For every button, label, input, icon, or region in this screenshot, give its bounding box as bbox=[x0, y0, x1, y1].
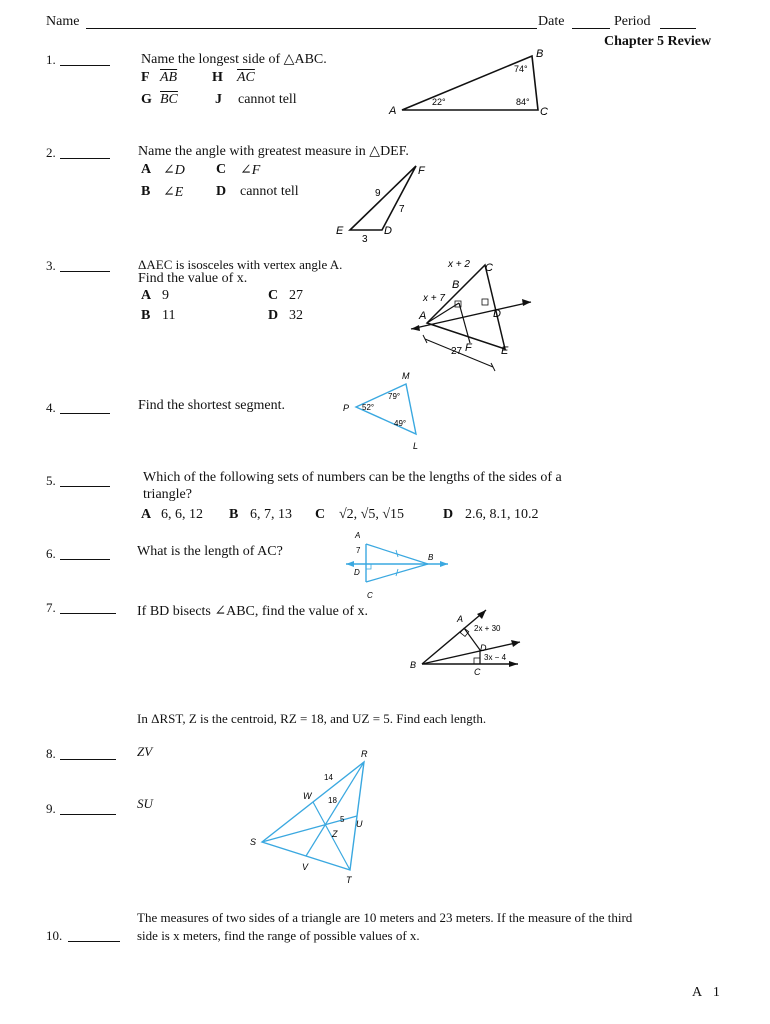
vertex-label: C bbox=[367, 591, 373, 600]
question-number: 4. bbox=[46, 400, 56, 415]
option-letter: A bbox=[141, 162, 152, 177]
option-g[interactable]: $\overline{BC}$ bbox=[160, 92, 178, 107]
angle-label: 84° bbox=[516, 97, 530, 107]
side-label: x + 7 bbox=[423, 293, 445, 304]
option-letter: H bbox=[212, 70, 223, 85]
date-field[interactable] bbox=[572, 28, 610, 29]
triangle-mpl-figure bbox=[338, 368, 428, 454]
answer-blank[interactable] bbox=[60, 759, 116, 760]
answer-blank[interactable] bbox=[60, 559, 110, 560]
chapter-title: Chapter 5 Review bbox=[604, 34, 712, 49]
vertex-label: S bbox=[250, 837, 257, 847]
option-d[interactable]: 32 bbox=[289, 308, 303, 323]
option-c[interactable]: 27 bbox=[289, 288, 303, 303]
question-number: 1. bbox=[46, 52, 56, 67]
option-h[interactable]: $\overline{AC}$ bbox=[237, 70, 255, 85]
answer-blank[interactable] bbox=[60, 413, 110, 414]
question-prompt: The measures of two sides of a triangle are 10 meters and 23 meters. If the measure of the third bbox=[137, 910, 633, 925]
angle-label: 74° bbox=[514, 64, 528, 74]
option-f[interactable]: $\overline{AB}$ bbox=[160, 70, 178, 85]
side-label: 27 bbox=[451, 346, 463, 357]
question-prompt: triangle? bbox=[143, 487, 192, 502]
option-letter: B bbox=[141, 308, 151, 323]
question-prompt: ΔAEC is isosceles with vertex angle A. bbox=[138, 257, 343, 272]
answer-blank[interactable] bbox=[68, 941, 120, 942]
option-letter: A bbox=[141, 288, 152, 303]
angle-label: 22° bbox=[432, 97, 446, 107]
vertex-label: U bbox=[356, 819, 363, 829]
option-letter: A bbox=[141, 507, 152, 522]
question-number: 2. bbox=[46, 145, 56, 160]
question-number: 5. bbox=[46, 473, 56, 488]
question-prompt: Which of the following sets of numbers can be the lengths of the sides of a bbox=[143, 470, 562, 485]
angle-label: 52° bbox=[362, 403, 375, 412]
vertex-label: W bbox=[303, 791, 312, 801]
vertex-label: C bbox=[474, 667, 481, 677]
vertex-label: B bbox=[536, 48, 544, 60]
side-label: x + 2 bbox=[448, 259, 470, 270]
period-field[interactable] bbox=[660, 28, 696, 29]
side-label: 3 bbox=[362, 234, 368, 245]
vertex-label: A bbox=[355, 531, 361, 540]
option-letter: D bbox=[216, 184, 227, 199]
question-prompt: Find the value of x. bbox=[138, 271, 248, 286]
answer-blank[interactable] bbox=[60, 271, 110, 272]
triangle-def-figure bbox=[330, 158, 440, 248]
vertex-label: A bbox=[457, 614, 464, 624]
vertex-label: D bbox=[480, 643, 487, 653]
perpendicular-bisector-figure bbox=[340, 526, 460, 602]
option-b[interactable]: ∠E bbox=[163, 185, 184, 200]
vertex-label: B bbox=[428, 553, 434, 562]
angle-label: 79° bbox=[388, 392, 401, 401]
vertex-label: A bbox=[389, 105, 397, 117]
option-a[interactable]: 6, 6, 12 bbox=[161, 507, 203, 522]
vertex-label: R bbox=[361, 749, 368, 759]
vertex-label: L bbox=[413, 441, 419, 451]
option-letter: G bbox=[141, 92, 152, 107]
angle-bisector-figure bbox=[404, 606, 524, 678]
option-c[interactable]: √2, √5, √15 bbox=[339, 507, 405, 522]
option-letter: C bbox=[315, 507, 326, 522]
vertex-label: A bbox=[419, 310, 427, 322]
side-label: 3x − 4 bbox=[484, 653, 507, 662]
question-number: 9. bbox=[46, 801, 56, 816]
answer-blank[interactable] bbox=[60, 486, 110, 487]
vertex-label: D bbox=[384, 225, 392, 237]
option-d[interactable]: 2.6, 8.1, 10.2 bbox=[465, 507, 539, 522]
vertex-label: B bbox=[410, 660, 417, 670]
answer-blank[interactable] bbox=[60, 158, 110, 159]
option-b[interactable]: 11 bbox=[162, 308, 176, 323]
vertex-label: D bbox=[354, 568, 360, 577]
vertex-label: P bbox=[343, 403, 350, 413]
vertex-label: D bbox=[493, 308, 501, 320]
option-letter: D bbox=[443, 507, 454, 522]
side-label: 7 bbox=[356, 546, 361, 555]
centroid-instructions: In ΔRST, Z is the centroid, RZ = 18, and UZ = 5. Find each length. bbox=[137, 711, 487, 726]
vertex-label: E bbox=[501, 345, 509, 357]
question-prompt: ZV bbox=[137, 744, 153, 759]
period-label: Period bbox=[614, 14, 651, 29]
question-number: 8. bbox=[46, 746, 56, 761]
option-a[interactable]: ∠D bbox=[163, 163, 185, 178]
option-letter: D bbox=[268, 308, 279, 323]
question-prompt: If BD bisects ∠ABC, find the value of x. bbox=[137, 604, 369, 619]
centroid-triangle-figure bbox=[246, 744, 386, 888]
option-a[interactable]: 9 bbox=[162, 288, 169, 303]
option-j[interactable]: cannot tell bbox=[238, 92, 297, 107]
side-label: 2x + 30 bbox=[474, 624, 501, 633]
question-number: 3. bbox=[46, 258, 56, 273]
question-number: 6. bbox=[46, 546, 56, 561]
option-letter: F bbox=[141, 70, 150, 85]
vertex-label: B bbox=[452, 279, 460, 291]
option-letter: C bbox=[216, 162, 227, 177]
vertex-label: M bbox=[402, 371, 410, 381]
side-label: 7 bbox=[399, 204, 405, 215]
side-label: 18 bbox=[328, 796, 337, 805]
angle-label: 49° bbox=[394, 419, 407, 428]
triangle-abc-figure bbox=[380, 40, 560, 120]
question-prompt: side is x meters, find the range of possible values of x. bbox=[137, 928, 420, 943]
option-letter: B bbox=[141, 184, 151, 199]
vertex-label: F bbox=[418, 165, 425, 177]
answer-blank[interactable] bbox=[60, 814, 116, 815]
page-code: A 1 bbox=[692, 985, 724, 1000]
name-label: Name bbox=[46, 14, 80, 29]
question-prompt: SU bbox=[137, 796, 153, 811]
question-prompt: What is the length of AC? bbox=[137, 544, 283, 559]
option-letter: C bbox=[268, 288, 279, 303]
vertex-label: V bbox=[302, 862, 309, 872]
date-label: Date bbox=[538, 14, 565, 29]
name-field[interactable] bbox=[86, 28, 537, 29]
vertex-label: T bbox=[346, 875, 352, 885]
vertex-label: F bbox=[465, 342, 472, 354]
option-c[interactable]: ∠F bbox=[240, 163, 261, 178]
isosceles-figure bbox=[405, 255, 535, 375]
question-number: 7. bbox=[46, 600, 56, 615]
question-number: 10. bbox=[46, 928, 63, 943]
option-letter: B bbox=[229, 507, 239, 522]
answer-blank[interactable] bbox=[60, 65, 110, 66]
side-label: 9 bbox=[375, 188, 381, 199]
vertex-label: E bbox=[336, 225, 344, 237]
side-label: 14 bbox=[324, 773, 333, 782]
side-label: 5 bbox=[340, 815, 345, 824]
vertex-label: Z bbox=[332, 829, 338, 839]
question-prompt: Name the longest side of △ABC. bbox=[141, 52, 327, 67]
question-prompt: Name the angle with greatest measure in △DEF. bbox=[138, 144, 409, 159]
option-letter: J bbox=[215, 92, 222, 107]
vertex-label: C bbox=[485, 262, 493, 274]
option-d[interactable]: cannot tell bbox=[240, 184, 299, 199]
answer-blank[interactable] bbox=[60, 613, 116, 614]
vertex-label: C bbox=[540, 106, 548, 118]
option-b[interactable]: 6, 7, 13 bbox=[250, 507, 292, 522]
question-prompt: Find the shortest segment. bbox=[138, 398, 285, 413]
